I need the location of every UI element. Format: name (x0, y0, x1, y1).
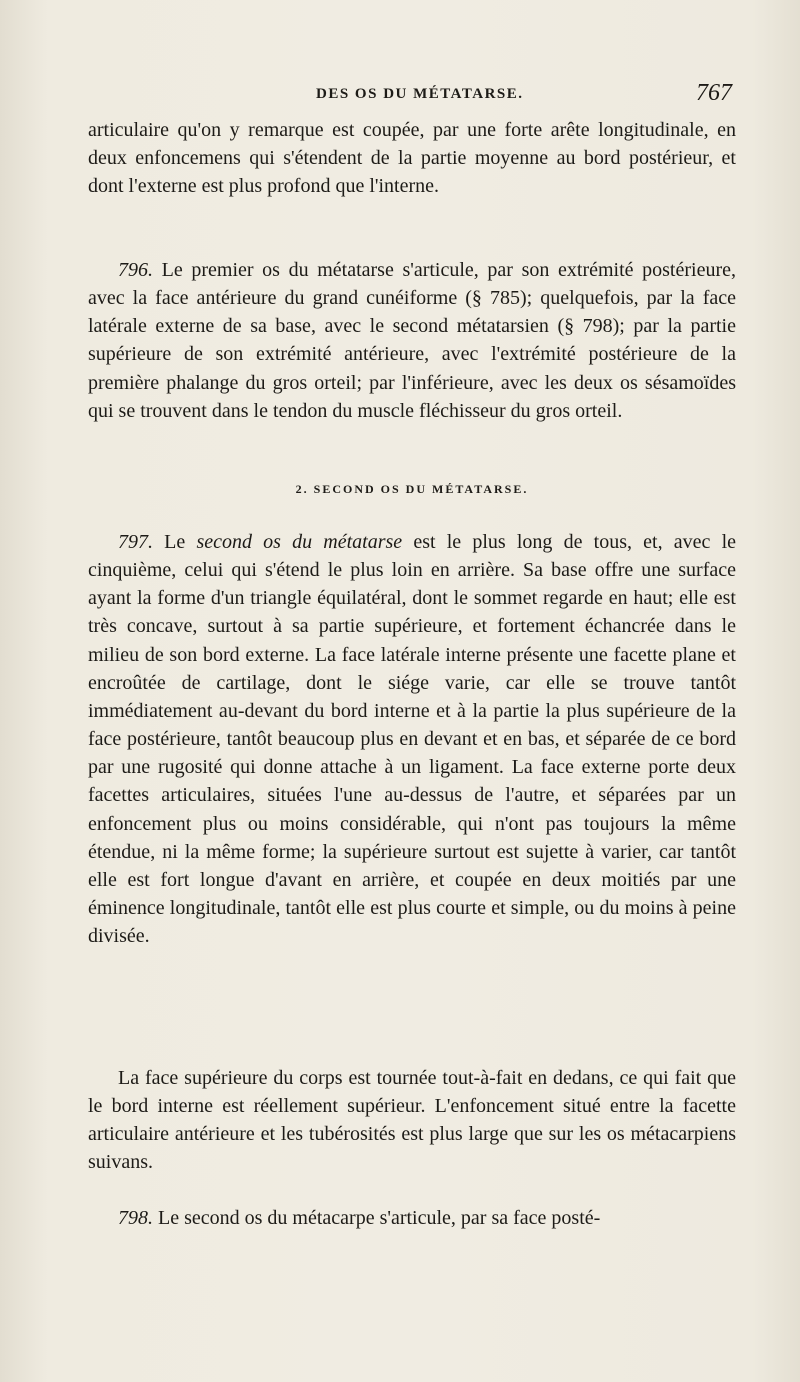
page-number: 767 (696, 80, 732, 106)
paragraph-number: 797. (118, 531, 153, 553)
paragraph-number: 798. (118, 1207, 153, 1229)
paragraph-number: 796. (118, 259, 153, 281)
paragraph-797 (88, 528, 736, 950)
paragraph-798 (88, 1204, 736, 1232)
paragraph-text: articulaire qu'on y remarque est coupée, par une forte arête longitudinale, en deux enfoncemens qui s'étendent de la partie moyenne au bord postérieur, et dont l'externe est plus profond que l'interne. (88, 119, 736, 198)
paragraph-lead: Le (153, 531, 197, 553)
running-title: DES OS DU MÉTATARSE. (316, 86, 524, 102)
page-header (86, 82, 736, 106)
paragraph-text: La face supérieure du corps est tournée tout-à-fait en dedans, ce qui fait que le bord interne est réellement supérieur. L'enfoncement situé entre la facette articulaire antérieure et les tubérosités est plus large que sur les os métacarpiens suivans. (88, 1067, 736, 1174)
paragraph-text: est le plus long de tous, et, avec le cinquième, celui qui s'étend le plus loin en arrière. Sa base offre une surface ayant la forme d'un triangle équilatéral, dont le sommet regarde en haut; elle est très concave, surtout à sa partie supérieure, et fortement échancrée dans le milieu de son bord externe. La face latérale interne présente une facette plane et encroûtée de cartilage, dont le siége varie, car elle se trouve tantôt immédiatement au-devant du bord interne et à la partie la plus supérieure de la face postérieure, tantôt beaucoup plus en devant et en bas, et séparée de ce bord par une rugosité qui donne attache à un ligament. La face externe porte deux facettes articulaires, situées l'une au-dessus de l'autre, et séparées par un enfoncement plus ou moins considérable, qui n'ont pas toujours la même étendue, ni la même forme; la supérieure surtout est sujette à varier, car tantôt elle est fort longue d'avant en arrière, et coupée en deux moitiés par une éminence longitudinale, tantôt elle est plus courte et simple, ou du moins à peine divisée. (88, 531, 737, 948)
paragraph-text: Le second os du métacarpe s'articule, par sa face posté- (153, 1207, 601, 1229)
paragraph-796 (88, 256, 736, 425)
section-heading: 2. SECOND OS DU MÉTATARSE. (295, 482, 529, 496)
paragraph-continuation (88, 116, 736, 200)
paragraph-italic-term: second os du métatarse (196, 531, 403, 553)
paragraph-text: Le premier os du métatarse s'articule, par son extrémité postérieure, avec la face antérieure du grand cunéiforme (§ 785); quelquefois, par la face latérale externe de sa base, avec le second métatarsien (§ 798); par la partie supérieure de son extrémité antérieure, avec l'extrémité postérieure de la première phalange du gros orteil; par l'inférieure, avec les deux os sésamoïdes qui se trouvent dans le tendon du muscle fléchisseur du gros orteil. (88, 259, 736, 422)
paragraph-face-superieure (88, 1064, 736, 1177)
